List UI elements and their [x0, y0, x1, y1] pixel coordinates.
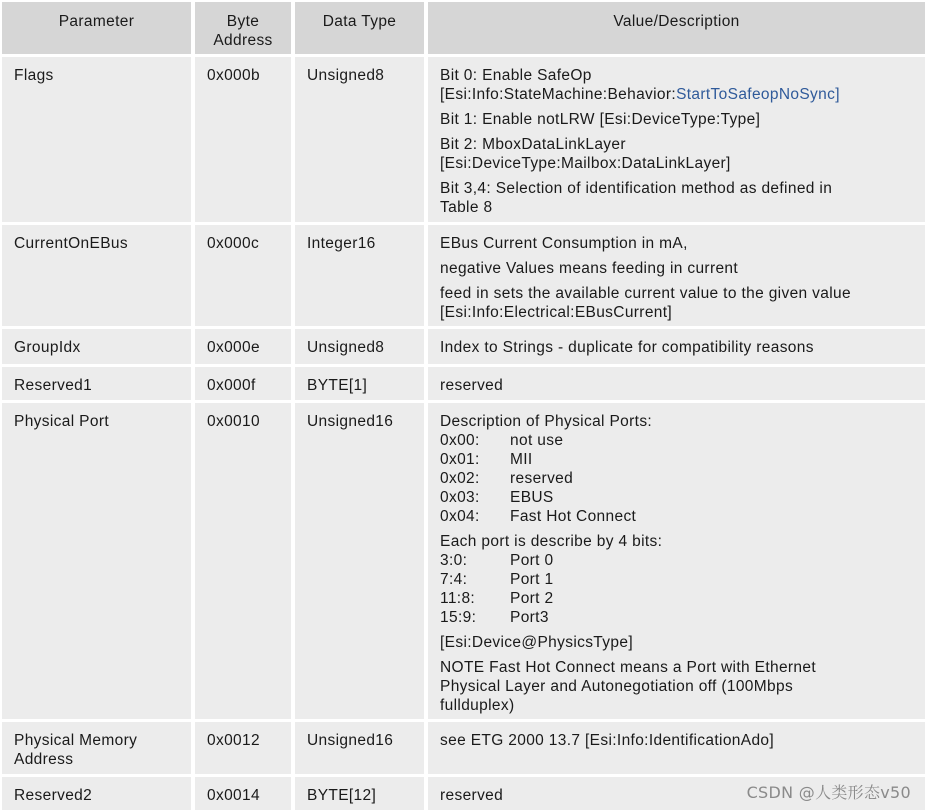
data-type: Unsigned8 — [307, 339, 385, 356]
header-value-description-cell — [428, 2, 925, 54]
parameter-name: Address — [14, 751, 74, 768]
header-parameter: Parameter — [58, 13, 135, 30]
bit-entry: 15:9: Port3 — [440, 609, 549, 626]
port-entry: 0x00: not use — [440, 432, 564, 449]
desc-line: feed in sets the available current value to the given value — [440, 285, 851, 302]
table-row — [0, 367, 927, 400]
description-cell — [428, 367, 925, 400]
address-cell — [195, 225, 291, 326]
byte-address: 0x000c — [207, 235, 260, 252]
type-cell — [295, 403, 424, 719]
desc-line: [Esi:DeviceType:Mailbox:DataLinkLayer] — [440, 155, 731, 172]
header-data-type: Data Type — [322, 13, 397, 30]
desc-line: EBus Current Consumption in mA, — [440, 235, 688, 252]
address-cell — [195, 777, 291, 810]
desc-line: reserved — [440, 377, 504, 394]
parameter-cell — [2, 403, 191, 719]
table-header-row — [0, 2, 927, 54]
desc-line: Index to Strings - duplicate for compatibility reasons — [440, 339, 814, 356]
port-entry: 0x04: Fast Hot Connect — [440, 508, 637, 525]
header-value-description: Value/Description — [613, 13, 740, 30]
address-cell — [195, 329, 291, 364]
parameter-cell — [2, 57, 191, 222]
parameter-name: CurrentOnEBus — [14, 235, 128, 252]
table-row — [0, 329, 927, 364]
type-cell — [295, 225, 424, 326]
parameter-name: Reserved1 — [14, 377, 93, 394]
address-cell — [195, 403, 291, 719]
desc-line: Physical Layer and Autonegotiation off (100Mbps — [440, 678, 794, 695]
description-cell — [428, 225, 925, 326]
data-type: Unsigned8 — [307, 67, 385, 84]
header-byte-address-line2: Address — [213, 32, 273, 49]
desc-line: Bit 3,4: Selection of identification method as defined in — [440, 180, 833, 197]
parameter-name: GroupIdx — [14, 339, 81, 356]
desc-line: [Esi:Device@PhysicsType] — [440, 634, 633, 651]
port-entry: 0x01: MII — [440, 451, 533, 468]
type-cell — [295, 777, 424, 810]
parameter-cell — [2, 777, 191, 810]
header-parameter-cell — [2, 2, 191, 54]
description-cell — [428, 57, 925, 222]
byte-address: 0x0012 — [207, 732, 260, 749]
table-row — [0, 225, 927, 326]
desc-line: Bit 1: Enable notLRW [Esi:DeviceType:Type] — [440, 111, 761, 128]
byte-address: 0x0010 — [207, 413, 260, 430]
byte-address: 0x0014 — [207, 787, 260, 804]
desc-line: see ETG 2000 13.7 [Esi:Info:IdentificationAdo] — [440, 732, 775, 749]
desc-line: [Esi:Info:StateMachine:Behavior: — [440, 86, 677, 103]
desc-line: Each port is describe by 4 bits: — [440, 533, 663, 550]
data-type: Unsigned16 — [307, 732, 394, 749]
data-type: Integer16 — [307, 235, 376, 252]
port-entry: 0x02: reserved — [440, 470, 574, 487]
data-type: Unsigned16 — [307, 413, 394, 430]
type-cell — [295, 722, 424, 774]
data-type: BYTE[12] — [307, 787, 377, 804]
esi-link[interactable]: StartToSafeopNoSync] — [676, 86, 840, 103]
address-cell — [195, 367, 291, 400]
desc-line: Bit 0: Enable SafeOp — [440, 67, 592, 84]
address-cell — [195, 57, 291, 222]
header-data-type-cell — [295, 2, 424, 54]
header-byte-address-cell — [195, 2, 291, 54]
desc-line: [Esi:Info:Electrical:EBusCurrent] — [440, 304, 673, 321]
type-cell — [295, 329, 424, 364]
address-cell — [195, 722, 291, 774]
desc-line: NOTE Fast Hot Connect means a Port with Ethernet — [440, 659, 817, 676]
desc-line: reserved — [440, 787, 504, 804]
parameter-cell — [2, 367, 191, 400]
type-cell — [295, 57, 424, 222]
description-cell — [428, 722, 925, 774]
table-row — [0, 722, 927, 774]
parameter-name: Flags — [14, 67, 54, 84]
bit-entry: 11:8: Port 2 — [440, 590, 554, 607]
parameter-cell — [2, 225, 191, 326]
watermark: CSDN @人类形态v50 — [746, 783, 911, 802]
table-row — [0, 57, 927, 222]
bit-entry: 7:4: Port 1 — [440, 571, 554, 588]
port-entry: 0x03: EBUS — [440, 489, 554, 506]
table-row — [0, 403, 927, 719]
parameter-cell — [2, 329, 191, 364]
desc-line: Table 8 — [440, 199, 493, 216]
byte-address: 0x000b — [207, 67, 260, 84]
bit-entry: 3:0: Port 0 — [440, 552, 554, 569]
parameter-name: Reserved2 — [14, 787, 93, 804]
byte-address: 0x000f — [207, 377, 256, 394]
desc-line: fullduplex) — [440, 697, 515, 714]
description-cell — [428, 403, 925, 719]
parameter-cell — [2, 722, 191, 774]
desc-line: Bit 2: MboxDataLinkLayer — [440, 136, 626, 153]
header-byte-address-line1: Byte — [226, 13, 260, 30]
parameter-name: Physical Port — [14, 413, 109, 430]
byte-address: 0x000e — [207, 339, 260, 356]
description-cell — [428, 329, 925, 364]
parameter-name: Physical Memory — [14, 732, 138, 749]
desc-line: Description of Physical Ports: — [440, 413, 653, 430]
type-cell — [295, 367, 424, 400]
desc-line: negative Values means feeding in current — [440, 260, 739, 277]
data-type: BYTE[1] — [307, 377, 368, 394]
